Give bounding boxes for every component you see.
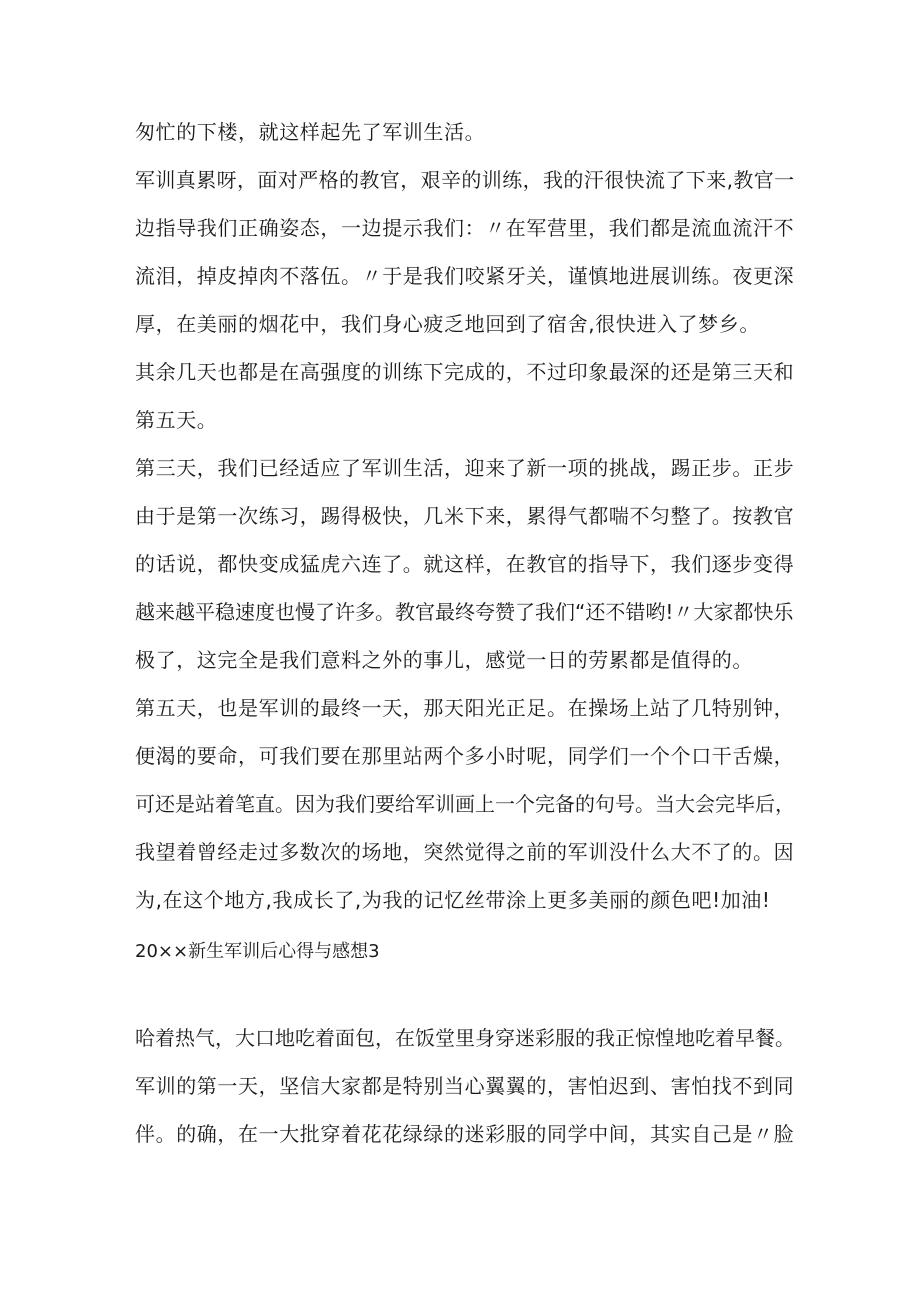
text-line: 为,在这个地方,我成长了,为我的记忆丝带涂上更多美丽的颜色吧!加油! [135, 888, 771, 912]
text-line: 第三天，我们已经适应了军训生活，迎来了新一项的挑战，踢正步。正步 [135, 456, 795, 480]
text-line: 我望着曾经走过多数次的场地，突然觉得之前的军训没什么大不了的。因 [135, 840, 795, 864]
text-line: 便渴的要命，可我们要在那里站两个多小时呢，同学们一个个口干舌燥， [135, 744, 795, 768]
text-line: 第五天。 [135, 408, 218, 432]
text-line: 军训的第一天，坚信大家都是特别当心翼翼的，害怕迟到、害怕找不到同 [135, 1074, 795, 1098]
text-line: 匆忙的下楼，就这样起先了军训生活。 [135, 120, 486, 144]
text-line: 哈着热气，大口地吃着面包，在饭堂里身穿迷彩服的我正惊惶地吃着早餐。 [135, 1026, 795, 1050]
text-line: 可还是站着笔直。因为我们要给军训画上一个完备的句号。当大会完毕后， [135, 792, 795, 816]
text-line: 伴。的确，在一大批穿着花花绿绿的迷彩服的同学中间，其实自己是〃脸 [135, 1122, 795, 1146]
text-line: 厚，在美丽的烟花中，我们身心疲乏地回到了宿舍,很快进入了梦乡。 [135, 312, 760, 336]
text-line: 军训真累呀，面对严格的教官，艰辛的训练，我的汗很快流了下来,教官一 [135, 168, 795, 192]
text-line: 的话说，都快变成猛虎六连了。就这样，在教官的指导下，我们逐步变得 [135, 552, 795, 576]
text-line: 第五天，也是军训的最终一天，那天阳光正足。在操场上站了几特别钟， [135, 696, 795, 720]
text-line: 边指导我们正确姿态，一边提示我们：〃在军营里，我们都是流血流汗不 [135, 216, 795, 240]
text-line: 流泪，掉皮掉肉不落伍。〃于是我们咬紧牙关，谨慎地进展训练。夜更深 [135, 264, 795, 288]
section-heading: 20××新生军训后心得与感想3 [135, 941, 380, 962]
text-line: 由于是第一次练习，踢得极快，几米下来，累得气都喘不匀整了。按教官 [135, 504, 795, 528]
text-line: 其余几天也都是在高强度的训练下完成的，不过印象最深的还是第三天和 [135, 360, 795, 384]
text-line: 极了，这完全是我们意料之外的事儿，感觉一日的劳累都是值得的。 [135, 648, 753, 672]
text-line: 越来越平稳速度也慢了许多。教官最终夸赞了我们“还不错哟!〃大家都快乐 [135, 600, 794, 624]
